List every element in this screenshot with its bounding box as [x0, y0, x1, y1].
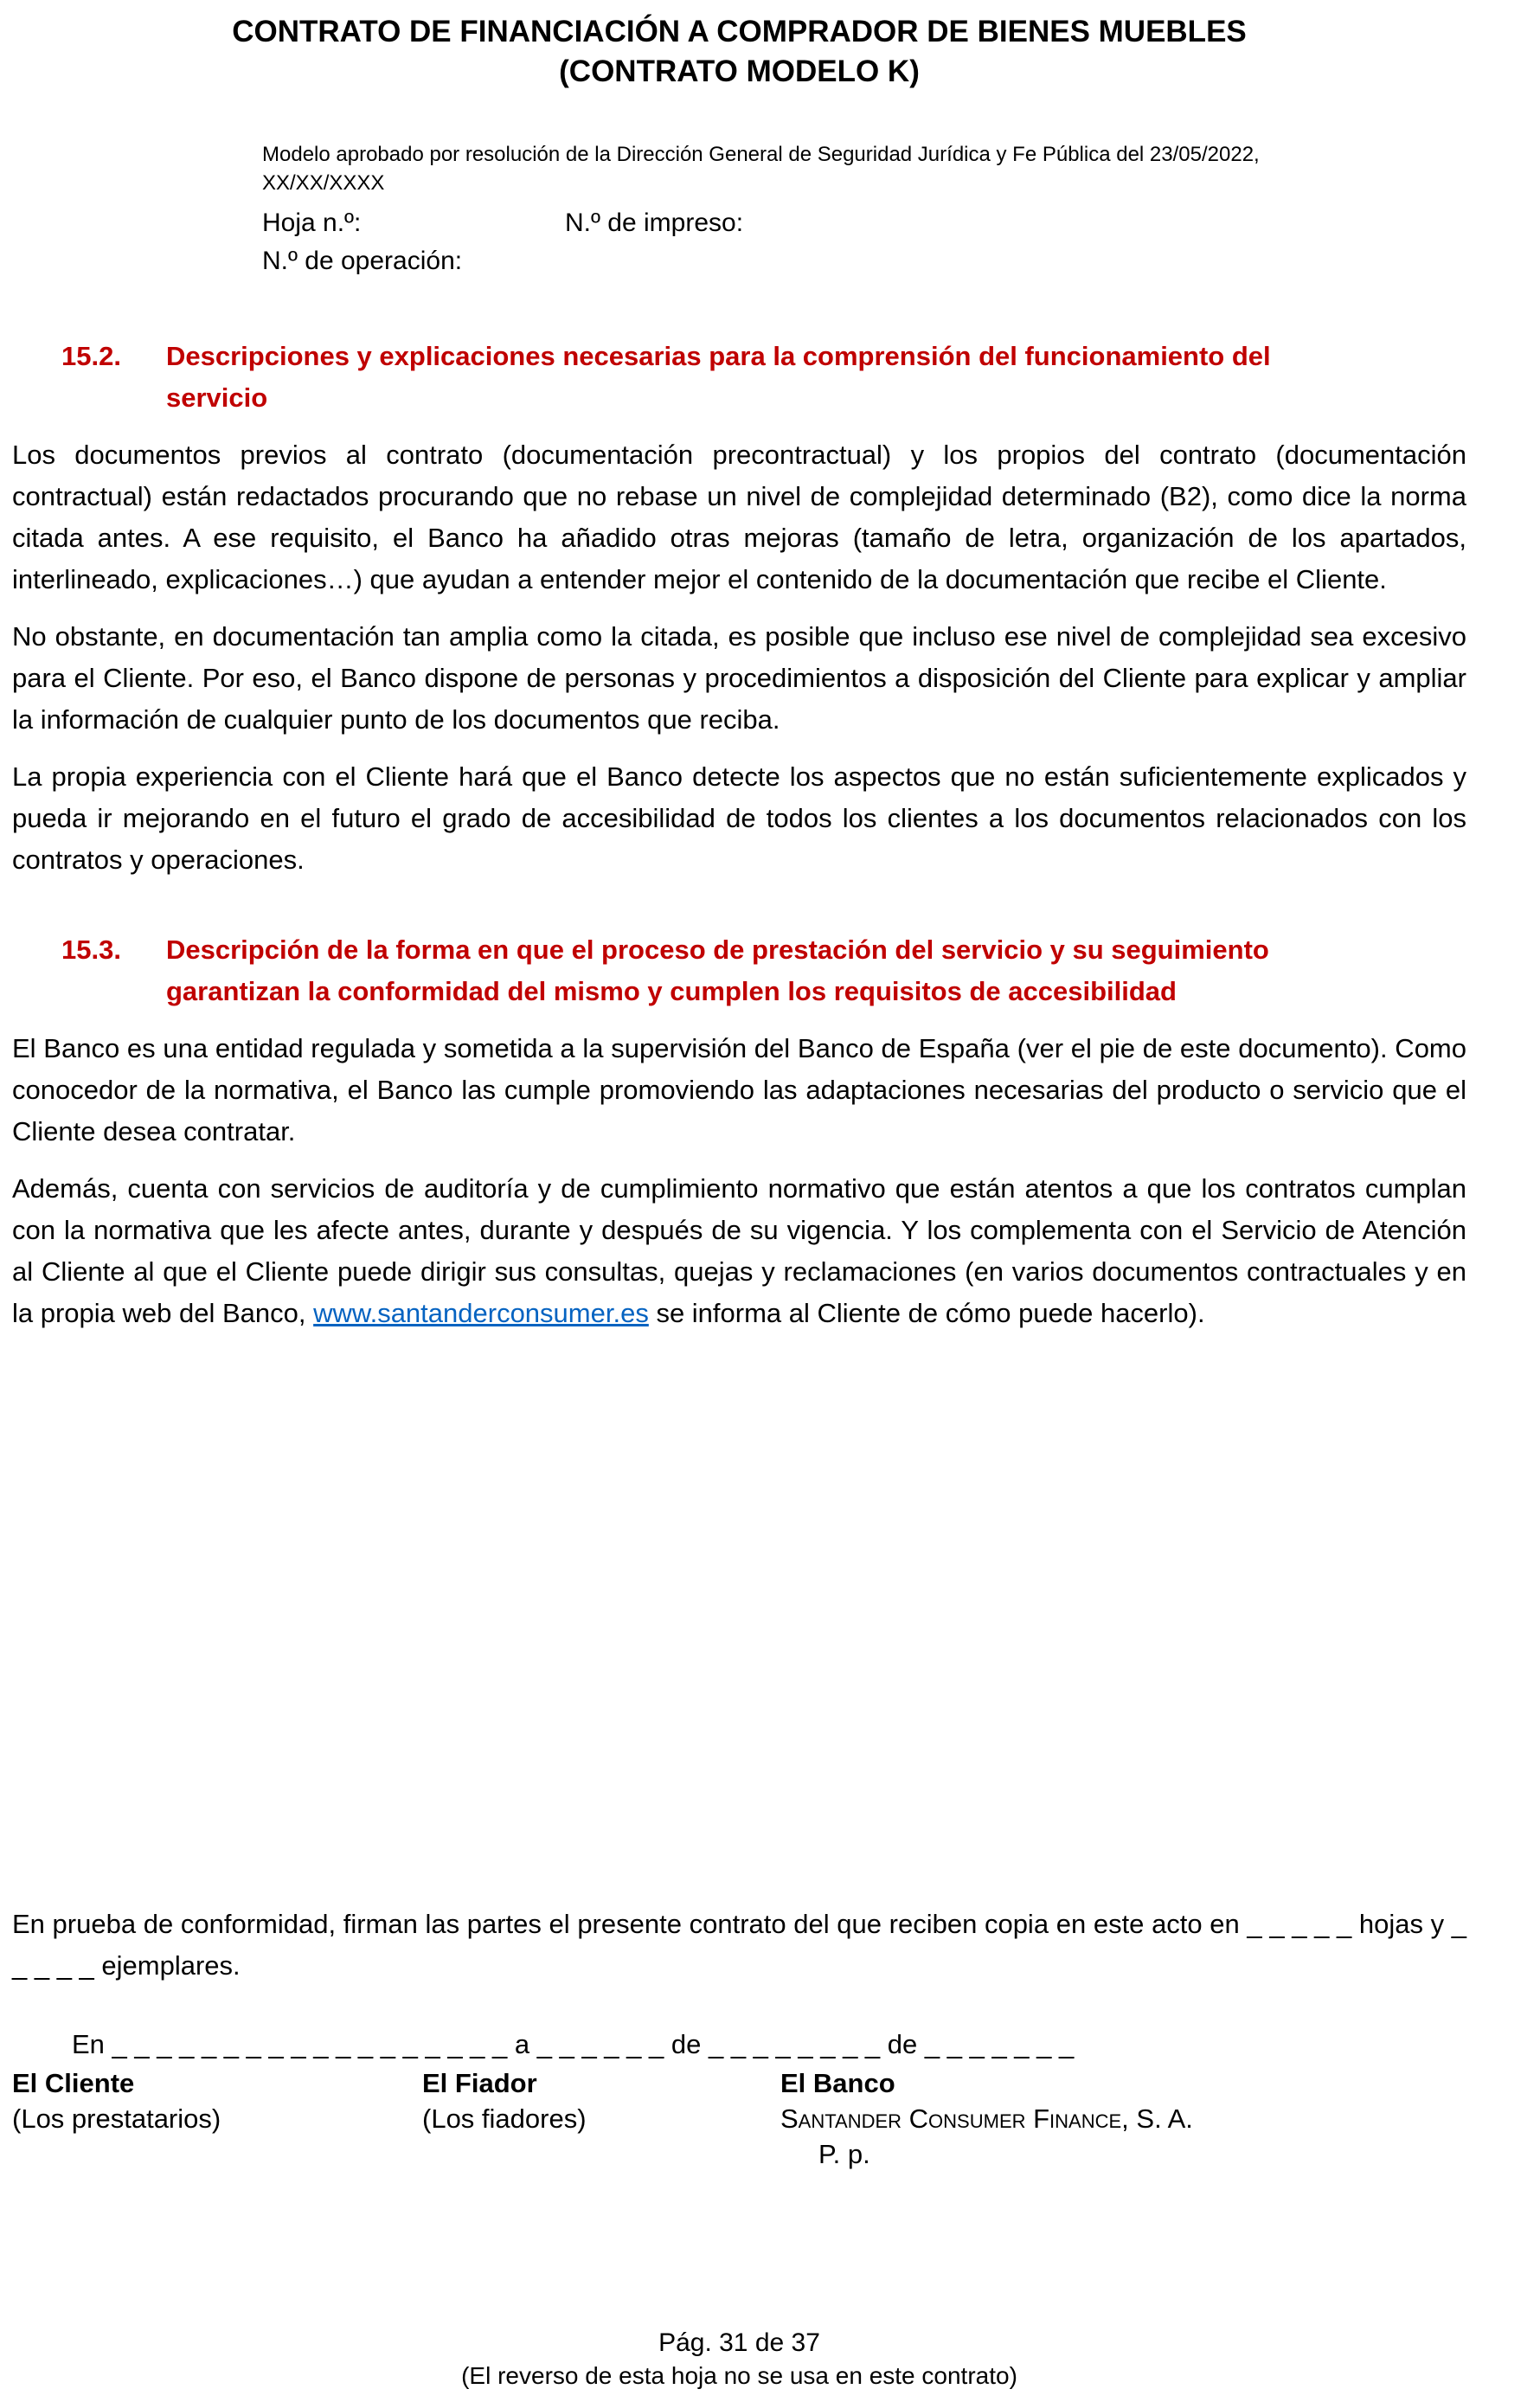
section-15-2-title: Descripciones y explicaciones necesarias para la comprensión del funcionamiento del servicio: [166, 341, 1271, 413]
document-title-line2: (CONTRATO MODELO K): [559, 55, 920, 88]
section-15-2-heading: [12, 336, 1466, 419]
reverse-note: (El reverso de esta hoja no se usa en este contrato): [461, 2362, 1017, 2389]
santander-consumer-link[interactable]: www.santanderconsumer.es: [313, 1298, 649, 1328]
place-date-line: En _ _ _ _ _ _ _ _ _ _ _ _ _ _ _ _ _ _ a _ _ _ _ _ _ de _ _ _ _ _ _ _ _ de _ _ _ _ _ _ _: [72, 2029, 1075, 2059]
section-15-3-paragraph-2: [12, 1168, 1466, 1334]
page-footer: [12, 2326, 1466, 2392]
signature-client: [12, 2065, 221, 2136]
section-15-2: [12, 336, 1466, 881]
signature-bank-title: El Banco: [780, 2068, 895, 2098]
signature-bank-name: Santander Consumer Finance, S. A.: [780, 2103, 1193, 2134]
sheet-number-label: Hoja n.º:: [262, 209, 362, 237]
signature-bank: [780, 2065, 1193, 2172]
section-15-3-paragraph-2-text-before: Además, cuenta con servicios de auditoría y de cumplimiento normativo que están atentos a que los contratos cumplan con la normativa que les afecte antes, durante y después de su vigencia. Y los complementa con el Servicio de Atención al Cliente al que el Cliente puede dirigir sus consultas, quejas y reclamaciones (en varios documentos contractuales y en la propia web del Banco,: [12, 1173, 1466, 1328]
conformity-paragraph: En prueba de conformidad, firman las partes el presente contrato del que reciben copia en este acto en _ _ _ _ _ hojas y _ _ _ _ _ ejemplares.: [12, 1909, 1466, 1981]
signature-bank-pp: P. p.: [818, 2139, 870, 2169]
approval-note: [262, 140, 1466, 197]
reference-row-2: [262, 242, 1466, 280]
section-15-2-paragraph-3: La propia experiencia con el Cliente hará que el Banco detecte los aspectos que no están suficientemente explicados y pueda ir mejorando en el futuro el grado de accesibilidad de todos los clientes a los documentos relacionados con los contratos y operaciones.: [12, 761, 1466, 875]
section-15-2-paragraph-1: Los documentos previos al contrato (documentación precontractual) y los propios del contrato (documentación contractual) están redactados procurando que no rebase un nivel de complejidad determinado (B2), como dice la norma citada antes. A ese requisito, el Banco ha añadido otras mejoras (tamaño de letra, organización de los apartados, interlineado, explicaciones…) que ayudan a entender mejor el contenido de la documentación que recibe el Cliente.: [12, 440, 1466, 594]
section-15-3-number: 15.3.: [61, 934, 121, 965]
section-15-2-paragraph-2: No obstante, en documentación tan amplia como la citada, es posible que incluso ese nivel de complejidad sea excesivo para el Cliente. Por eso, el Banco dispone de personas y procedimientos a disposición del Cliente para explicar y ampliar la información de cualquier punto de los documentos que reciba.: [12, 621, 1466, 735]
signature-guarantor-subtitle: (Los fiadores): [422, 2103, 587, 2134]
section-15-3-heading: [12, 929, 1466, 1012]
signature-client-title: El Cliente: [12, 2068, 135, 2098]
section-15-3: [12, 929, 1466, 1334]
document-title-line1: CONTRATO DE FINANCIACIÓN A COMPRADOR DE BIENES MUEBLES: [232, 15, 1247, 48]
signature-guarantor: [422, 2065, 587, 2136]
page-number: Pág. 31 de 37: [658, 2328, 820, 2357]
operation-number-label: N.º de operación:: [262, 247, 463, 275]
section-15-2-number: 15.2.: [61, 341, 121, 371]
signature-guarantor-title: El Fiador: [422, 2068, 537, 2098]
approval-note-line1: Modelo aprobado por resolución de la Dirección General de Seguridad Jurídica y Fe Pública del 23/05/2022,: [262, 143, 1260, 166]
signature-row: [12, 2065, 1466, 2187]
section-15-3-paragraph-1: El Banco es una entidad regulada y sometida a la supervisión del Banco de España (ver el pie de este documento). Como conocedor de la normativa, el Banco las cumple promoviendo las adaptaciones necesarias del producto o servicio que el Cliente desea contratar.: [12, 1033, 1466, 1146]
approval-note-line2: XX/XX/XXXX: [262, 171, 385, 195]
reference-row-1: [262, 204, 1466, 242]
form-number-label: N.º de impreso:: [565, 209, 744, 237]
section-15-3-title: Descripción de la forma en que el proceso de prestación del servicio y su seguimiento garantizan la conformidad del mismo y cumplen los requisitos de accesibilidad: [166, 934, 1269, 1006]
reference-fields: [262, 204, 1466, 280]
closing-block: [12, 1904, 1466, 2187]
signature-client-subtitle: (Los prestatarios): [12, 2103, 221, 2134]
document-title: [12, 12, 1466, 92]
section-15-3-paragraph-2-text-after: se informa al Cliente de cómo puede hacerlo).: [648, 1298, 1205, 1328]
